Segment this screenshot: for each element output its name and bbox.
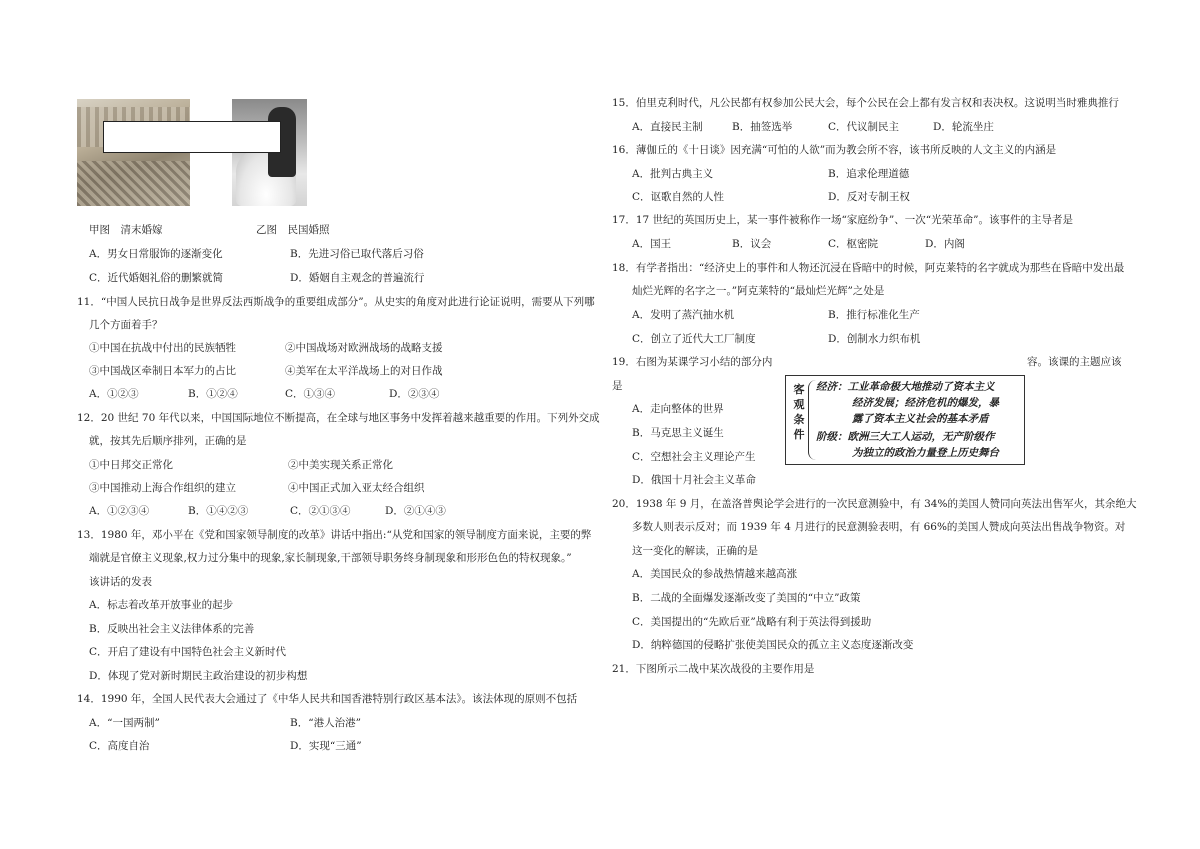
- figure-caption-a: 甲图 清末婚嫁: [89, 224, 163, 236]
- q18-stem-line1: 18．有学者指出：“经济史上的事件和人物还沉浸在昏暗中的时候，阿克莱特的名字就成为那些在昏暗中发出最: [612, 262, 1125, 274]
- q15-option-c: C．代议制民主: [828, 121, 900, 133]
- q17-option-a: A．国王: [632, 238, 672, 250]
- q20-option-d: D．纳粹德国的侵略扩张使美国民众的孤立主义态度逐渐改变: [632, 639, 914, 651]
- q13-option-c: C．开启了建设有中国特色社会主义新时代: [89, 646, 287, 658]
- q12-item-2: ②中美实现关系正常化: [288, 459, 393, 471]
- q17-option-d: D．内阁: [925, 238, 965, 250]
- q12-option-a: A．①②③④: [89, 505, 150, 517]
- q11-stem-line1: 11．“中国人民抗日战争是世界反法西斯战争的重要组成部分”。从史实的角度对此进行论证说明，需要从下列哪: [77, 296, 595, 308]
- q17-stem-line1: 17．17 世纪的英国历史上，某一事件被称作一场“家庭纷争”、一次“光荣革命”。该事件的主导者是: [612, 214, 1074, 226]
- q13-stem-line3: 该讲话的发表: [89, 576, 152, 588]
- q18-option-d: D．创制水力织布机: [828, 333, 921, 345]
- q14-option-d: D．实现“三通”: [290, 740, 362, 752]
- summary-box-line-5: 为独立的政治力量登上历史舞台: [852, 447, 999, 459]
- q14-option-c: C．高度自治: [89, 740, 150, 752]
- q19-option-a: A．走向整体的世界: [632, 403, 724, 415]
- q12-item-1: ①中日邦交正常化: [89, 459, 173, 471]
- q20-stem-line2: 多数人则表示反对；而 1939 年 4 月进行的民意测验表明，有 66%的美国人赞成向英法出售战争物资。对: [632, 521, 1126, 533]
- q19-stem-line1: 19．右图为某课学习小结的部分内: [612, 356, 773, 368]
- q16-option-d: D．反对专制王权: [828, 191, 910, 203]
- q14-option-b: B．“港人治港”: [290, 717, 361, 729]
- q12-option-c: C．②①③④: [290, 505, 351, 517]
- summary-box-line-2: 经济发展；经济危机的爆发，暴: [852, 397, 999, 409]
- q21-stem-line1: 21．下图所示二战中某次战役的主要作用是: [612, 663, 815, 675]
- q20-stem-line3: 这一变化的解读，正确的是: [632, 545, 758, 557]
- q17-option-c: C．枢密院: [828, 238, 879, 250]
- q12-item-4: ④中国正式加入亚太经合组织: [288, 482, 425, 494]
- q11-option-a: A．①②③: [89, 388, 139, 400]
- q19-summary-box: [785, 375, 1025, 465]
- q14-stem-line1: 14．1990 年，全国人民代表大会通过了《中华人民共和国香港特别行政区基本法》。该法体现的原则不包括: [77, 693, 578, 705]
- q11-stem-line2: 几个方面着手？: [89, 319, 163, 331]
- q17-option-b: B．议会: [732, 238, 772, 250]
- q13-stem-line2: 端就是官僚主义现象,权力过分集中的现象,家长制现象,干部领导职务终身制现象和形形色色的特权现象。”: [89, 552, 572, 564]
- q19-option-c: C．空想社会主义理论产生: [632, 451, 756, 463]
- q10-option-d: D．婚姻自主观念的普遍流行: [290, 272, 425, 284]
- q10-option-a: A．男女日常服饰的逐渐变化: [89, 248, 223, 260]
- q16-option-a: A．批判古典主义: [632, 168, 714, 180]
- q12-stem-line2: 就，按其先后顺序排列，正确的是: [89, 435, 247, 447]
- photo-crowd-detail: [77, 161, 190, 206]
- q11-item-1: ①中国在抗战中付出的民族牺牲: [89, 342, 236, 354]
- q12-stem-line1: 12．20 世纪 70 年代以来，中国国际地位不断提高，在全球与地区事务中发挥着越来越重要的作用。下列外交成: [77, 412, 600, 424]
- summary-box-line-1: 经济：工业革命极大地推动了资本主义: [816, 381, 995, 393]
- q12-option-b: B．①④②③: [188, 505, 249, 517]
- q16-option-c: C．讴歌自然的人性: [632, 191, 725, 203]
- q19-option-d: D．俄国十月社会主义革命: [632, 474, 756, 486]
- q12-option-d: D．②①④③: [385, 505, 446, 517]
- q18-stem-line2: 灿烂光辉的名字之一。”阿克莱特的“最灿烂光辉”之处是: [632, 285, 885, 297]
- q15-stem-line1: 15．伯里克利时代，凡公民都有权参加公民大会，每个公民在会上都有发言权和表决权。这说明当时雅典推行: [612, 97, 1119, 109]
- q13-option-a: A．标志着改革开放事业的起步: [89, 599, 234, 611]
- q11-item-4: ④美军在太平洋战场上的对日作战: [285, 365, 443, 377]
- q13-stem-line1: 13．1980 年，邓小平在《党和国家领导制度的改革》讲话中指出:“从党和国家的领导制度方面来说，主要的弊: [77, 529, 592, 541]
- q20-option-b: B．二战的全面爆发逐渐改变了美国的“中立”政策: [632, 592, 861, 604]
- q18-option-b: B．推行标准化生产: [828, 309, 920, 321]
- q13-option-b: B．反映出社会主义法律体系的完善: [89, 623, 255, 635]
- q20-option-a: A．美国民众的参战热情越来越高涨: [632, 568, 798, 580]
- q20-option-c: C．美国提出的“先欧后亚”战略有利于英法得到援助: [632, 616, 872, 628]
- q11-option-b: B．①②④: [188, 388, 238, 400]
- q11-option-d: D．②③④: [389, 388, 440, 400]
- q19-stem-line2: 是: [612, 380, 623, 392]
- q19-option-b: B．马克思主义诞生: [632, 427, 724, 439]
- q11-item-2: ②中国战场对欧洲战场的战略支援: [285, 342, 443, 354]
- photo-blank-label-box: [103, 121, 281, 153]
- q20-stem-line1: 20．1938 年 9 月，在盖洛普舆论学会进行的一次民意测验中，有 34%的美国人赞同向英法出售军火，其余绝大: [612, 498, 1137, 510]
- q10-option-c: C．近代婚姻礼俗的删繁就简: [89, 272, 224, 284]
- q12-item-3: ③中国推动上海合作组织的建立: [89, 482, 236, 494]
- summary-box-label: 客观条件: [793, 383, 805, 441]
- q13-option-d: D．体现了党对新时期民主政治建设的初步构想: [89, 670, 308, 682]
- q19-stem-line1-end: 容。该课的主题应该: [1027, 356, 1122, 368]
- q14-option-a: A．“一国两制”: [89, 717, 160, 729]
- figure-caption-b: 乙图 民国婚照: [256, 224, 330, 236]
- summary-box-line-3: 露了资本主义社会的基本矛盾: [852, 413, 989, 425]
- q18-option-a: A．发明了蒸汽抽水机: [632, 309, 735, 321]
- q10-option-b: B．先进习俗已取代落后习俗: [290, 248, 424, 260]
- q11-option-c: C．①③④: [285, 388, 336, 400]
- q15-option-b: B．抽签选举: [732, 121, 793, 133]
- q16-stem-line1: 16．薄伽丘的《十日谈》因充满“可怕的人欲”而为教会所不容，该书所反映的人文主义的内涵是: [612, 144, 1057, 156]
- summary-box-line-4: 阶级：欧洲三大工人运动，无产阶级作: [816, 431, 995, 443]
- q11-item-3: ③中国战区牵制日本军力的占比: [89, 365, 236, 377]
- q16-option-b: B．追求伦理道德: [828, 168, 910, 180]
- q15-option-a: A．直接民主制: [632, 121, 703, 133]
- q15-option-d: D．轮流坐庄: [933, 121, 994, 133]
- q18-option-c: C．创立了近代大工厂制度: [632, 333, 756, 345]
